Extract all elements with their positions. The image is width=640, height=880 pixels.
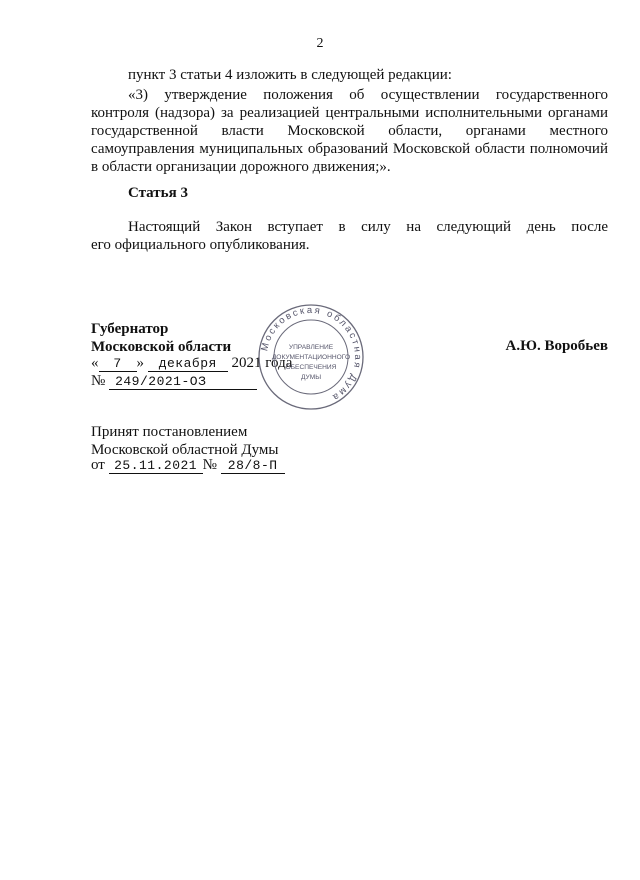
item-3-line-1: «3) утверждение положения об осуществлении государственного: [128, 87, 608, 103]
official-stamp: [257, 303, 365, 411]
page-number: 2: [316, 36, 324, 51]
adoption-number-sign: №: [202, 457, 217, 473]
stamp-center-line-1: УПРАВЛЕНИЕ: [288, 344, 334, 351]
date-month: декабря: [148, 356, 228, 372]
law-number: 249/2021-ОЗ: [109, 374, 257, 390]
governor-title-line-2: Московской области: [91, 339, 232, 355]
signer-name: А.Ю. Воробьев: [505, 338, 608, 354]
item-3-line-3: государственной власти Московской области, органами местного: [91, 123, 608, 139]
adoption-date-number: [91, 456, 285, 475]
adoption-from-label: от: [91, 457, 105, 473]
stamp-center-line-3: ОБЕСПЕЧЕНИЯ: [285, 364, 337, 371]
signature-number: [91, 372, 257, 391]
item-3-line-5: в области организации дорожного движения;».: [91, 159, 391, 175]
adoption-line-2: Московской областной Думы: [91, 442, 279, 458]
governor-title-line-1: Губернатор: [91, 321, 169, 337]
date-open-quote: «: [91, 355, 99, 371]
item-3-line-2: контроля (надзора) за реализацией центральными исполнительными органами: [91, 105, 608, 121]
intro-line: пункт 3 статьи 4 изложить в следующей редакции:: [128, 67, 452, 83]
date-year: 2021 года: [231, 355, 293, 371]
stamp-center-line-4: ДУМЫ: [300, 374, 322, 381]
article-3-heading: Статья 3: [128, 185, 188, 201]
adoption-date: 25.11.2021: [109, 458, 203, 474]
adoption-number: 28/8-П: [221, 458, 285, 474]
stamp-ring-text: Московская областная Дума: [259, 304, 364, 404]
adoption-line-1: Принят постановлением: [91, 424, 248, 440]
stamp-center-line-2: ДОКУМЕНТАЦИОННОГО: [271, 354, 351, 361]
article-3-line-1: Настоящий Закон вступает в силу на следующий день после: [128, 219, 608, 235]
date-day: 7: [99, 356, 137, 372]
article-3-line-2: его официального опубликования.: [91, 237, 310, 253]
date-close-quote: »: [136, 355, 144, 371]
item-3-line-4: самоуправления муниципальных образований Московской области полномочий: [91, 141, 608, 157]
stamp-seal-graphic: [257, 303, 365, 411]
number-sign: №: [91, 373, 106, 389]
